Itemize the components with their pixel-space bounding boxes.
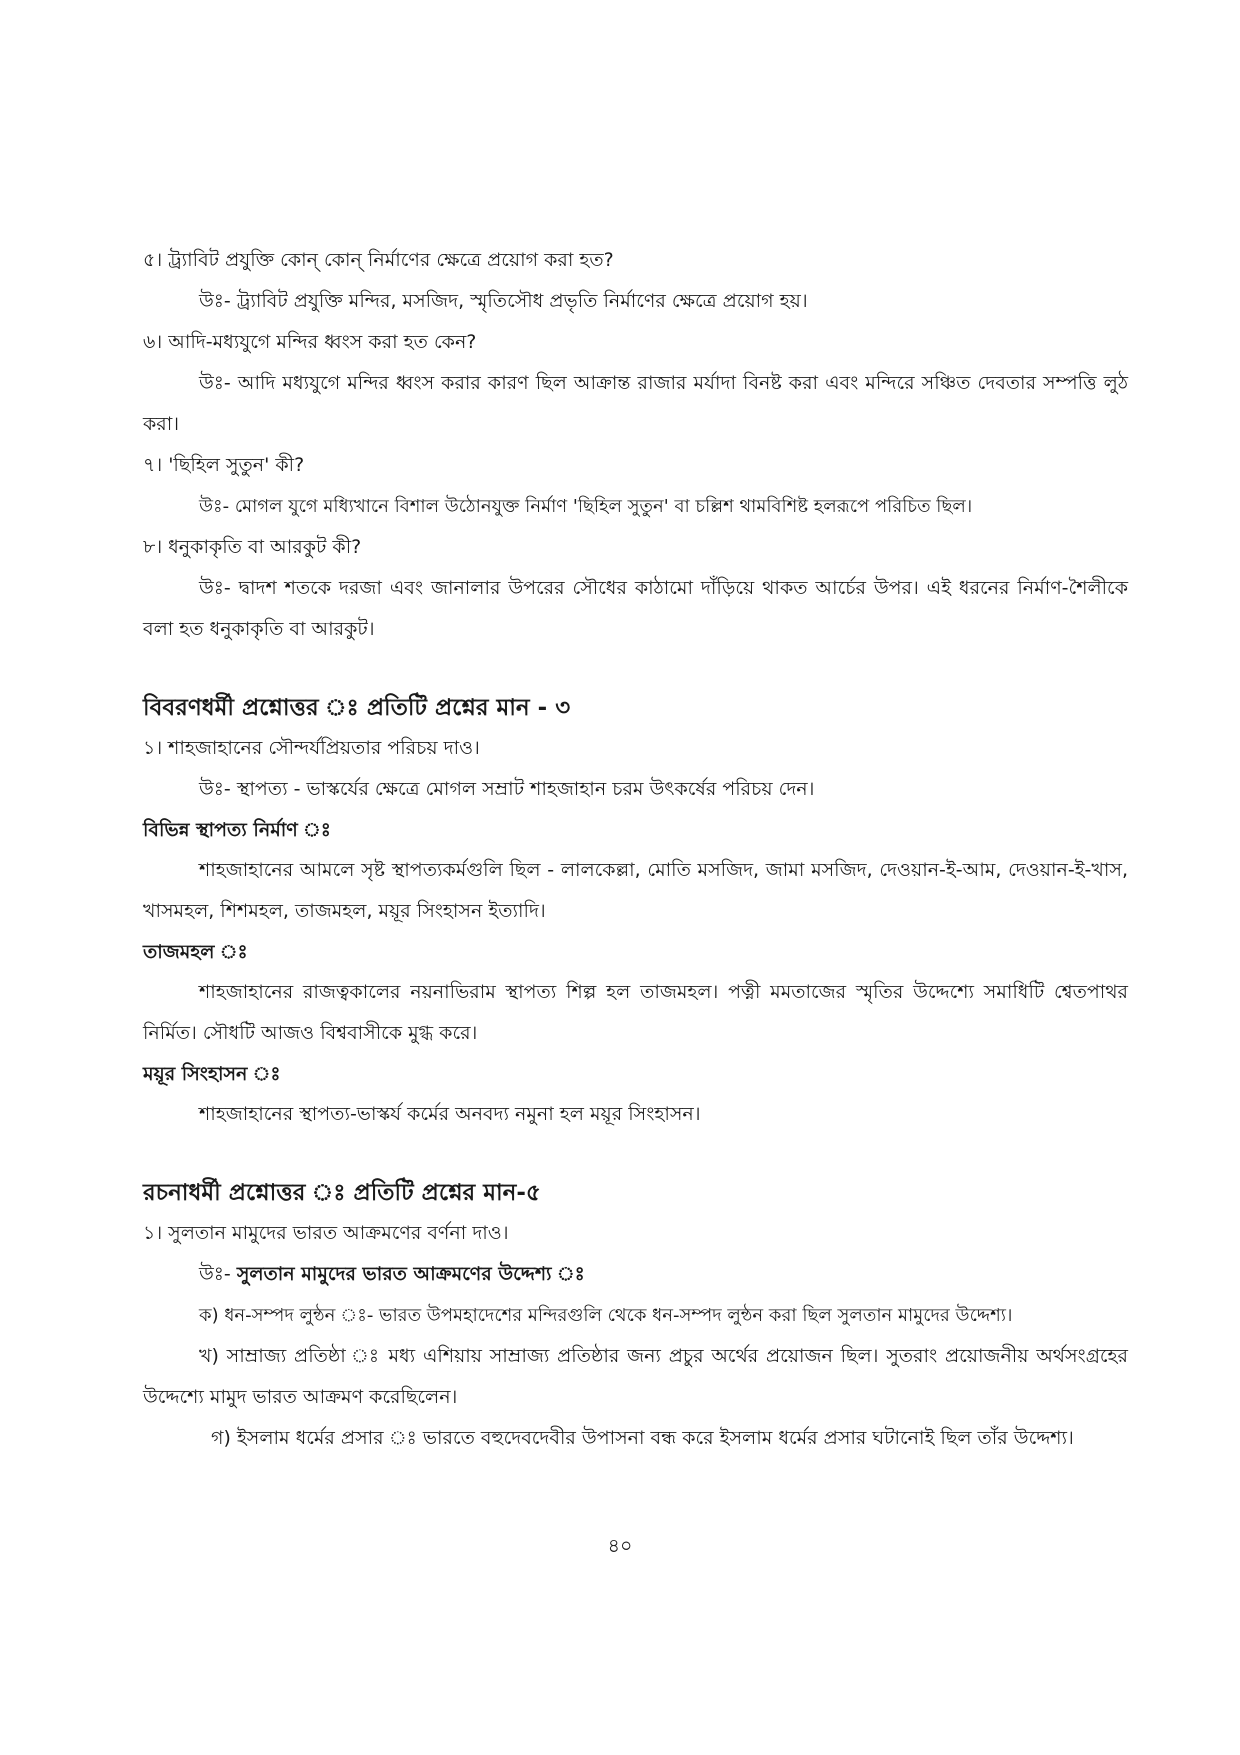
question-8: ৮। ধনুকাকৃতি বা আরকুট কী? [143, 536, 362, 558]
point-b: খ) সাম্রাজ্য প্রতিষ্ঠা ঃ মধ্য এশিয়ায় সাম্রাজ্য প্রতিষ্ঠার জন্য প্রচুর অর্থের প্রয়োজন ছিল। সুতরাং প্রয়োজনীয় অর্থসংগ্রহের উদ্দেশ্যে মামুদ ভারত আক্রমণ করেছিলেন। [143, 1345, 1128, 1408]
answer-6: উঃ- আদি মধ্যযুগে মন্দির ধ্বংস করার কারণ ছিল আক্রান্ত রাজার মর্যাদা বিনষ্ট করা এবং মন্দিরে সঞ্চিত দেবতার সম্পত্তি লুঠ করা। [143, 372, 1128, 435]
answer-prefix: উঃ- [199, 1263, 237, 1285]
section3-answer-1: উঃ- স্থাপত্য - ভাস্কর্যের ক্ষেত্রে মোগল সম্রাট শাহজাহান চরম উৎকর্ষের পরিচয় দেন। [199, 778, 815, 800]
point-c: গ) ইসলাম ধর্মের প্রসার ঃ ভারতে বহুদেবদেবীর উপাসনা বন্ধ করে ইসলাম ধর্মের প্রসার ঘটানোই ছিল তাঁর উদ্দেশ্য। [211, 1427, 1074, 1449]
page-number: ৪০ [607, 1535, 633, 1557]
question-6: ৬। আদি-মধ্যযুগে মন্দির ধ্বংস করা হত কেন? [143, 331, 477, 353]
section3-question-1: ১। শাহজাহানের সৌন্দর্যপ্রিয়তার পরিচয় দাও। [143, 737, 480, 759]
question-7: ৭। 'ছিহিল সুতুন' কী? [143, 454, 305, 476]
answer-heading: সুলতান মামুদের ভারত আক্রমণের উদ্দেশ্য ঃ [236, 1263, 585, 1285]
point-a: ক) ধন-সম্পদ লুন্ঠন ঃ- ভারত উপমহাদেশের মন্দিরগুলি থেকে ধন-সম্পদ লুন্ঠন করা ছিল সুলতান মামুদের উদ্দেশ্য। [199, 1305, 1013, 1326]
subheading-architecture: বিভিন্ন স্থাপত্য নির্মাণ ঃ [143, 819, 331, 841]
paragraph-architecture: শাহজাহানের আমলে সৃষ্ট স্থাপত্যকর্মগুলি ছিল - লালকেল্লা, মোতি মসজিদ, জামা মসজিদ, দেওয়ান-ই-আম, দেওয়ান-ই-খাস, খাসমহল, শিশমহল, তাজমহল, ময়ূর সিংহাসন ইত্যাদি। [143, 859, 1128, 922]
paragraph-tajmahal: শাহজাহানের রাজত্বকালের নয়নাভিরাম স্থাপত্য শিল্প হল তাজমহল। পত্নী মমতাজের স্মৃতির উদ্দেশ্যে সমাধিটি শ্বেতপাথর নির্মিত। সৌধটি আজও বিশ্ববাসীকে মুগ্ধ করে। [143, 981, 1128, 1044]
paragraph-peacock-throne: শাহজাহানের স্থাপত্য-ভাস্কর্য কর্মের অনবদ্য নমুনা হল ময়ূর সিংহাসন। [199, 1103, 701, 1125]
answer-5: উঃ- ট্র্যাবিট প্রযুক্তি মন্দির, মসজিদ, স্মৃতিসৌধ প্রভৃতি নির্মাণের ক্ষেত্রে প্রয়োগ হয়। [199, 290, 808, 312]
section-heading-marks-3: বিবরণধর্মী প্রশ্নোত্তর ঃ প্রতিটি প্রশ্নের মান - ৩ [143, 695, 571, 721]
subheading-tajmahal: তাজমহল ঃ [143, 941, 248, 963]
answer-8: উঃ- দ্বাদশ শতকে দরজা এবং জানালার উপরের সৌধের কাঠামো দাঁড়িয়ে থাকত আর্চের উপর। এই ধরনের নির্মাণ-শৈলীকে বলা হত ধনুকাকৃতি বা আরকুট। [143, 577, 1128, 640]
subheading-peacock-throne: ময়ূর সিংহাসন ঃ [143, 1063, 281, 1085]
answer-7: উঃ- মোগল যুগে মধ্যিখানে বিশাল উঠোনযুক্ত নির্মাণ 'ছিহিল সুতুন' বা চল্লিশ থামবিশিষ্ট হলরূপে পরিচিত ছিল। [199, 496, 973, 517]
question-5: ৫। ট্র্যাবিট প্রযুক্তি কোন্ কোন্ নির্মাণের ক্ষেত্রে প্রয়োগ করা হত? [143, 249, 614, 271]
section-heading-marks-5: রচনাধর্মী প্রশ্নোত্তর ঃ প্রতিটি প্রশ্নের মান-৫ [143, 1180, 541, 1206]
page-content [143, 240, 1128, 1459]
section5-question-1: ১। সুলতান মামুদের ভারত আক্রমণের বর্ণনা দাও। [143, 1222, 509, 1244]
section5-answer-heading-line [143, 1254, 1128, 1295]
